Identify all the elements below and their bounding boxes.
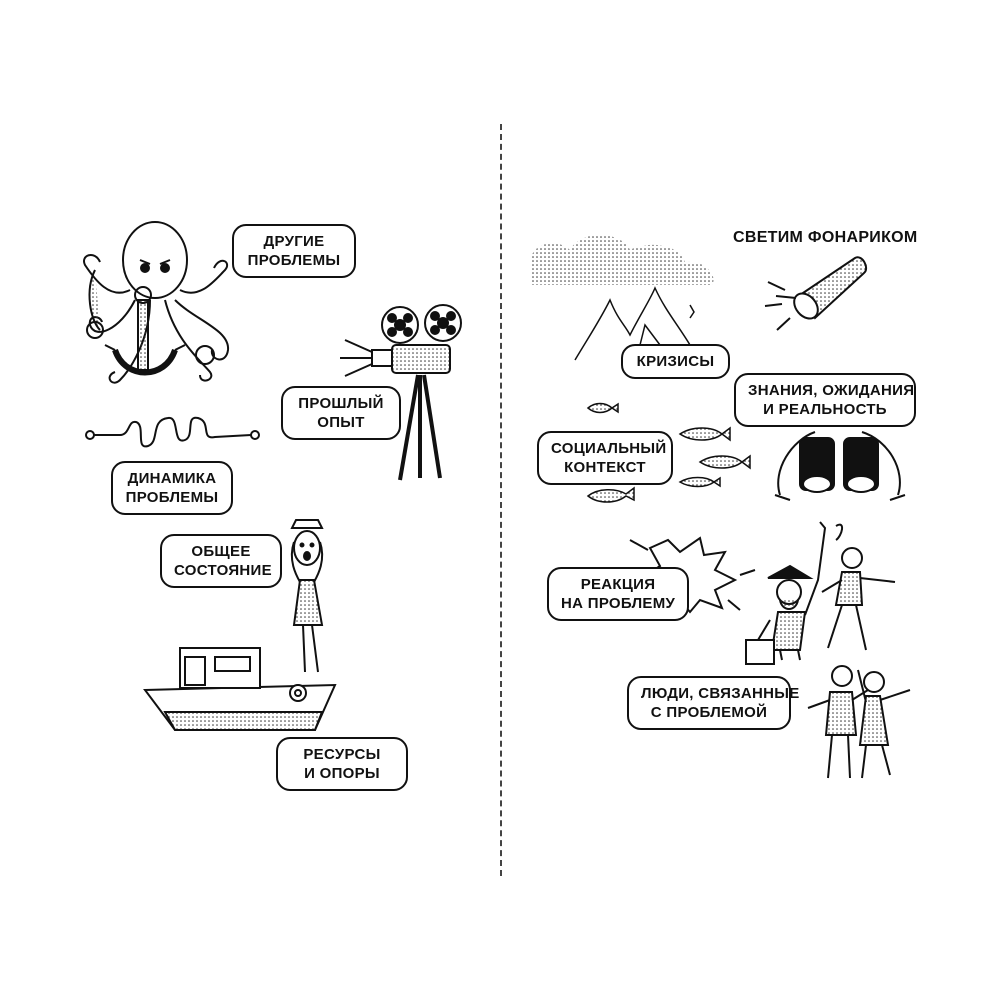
label-resources	[276, 737, 408, 791]
label-line: РЕСУРСЫ	[303, 746, 381, 763]
label-line: И РЕАЛЬНОСТЬ	[763, 401, 887, 418]
label-line: ЛЮДИ, СВЯЗАННЫЕ	[641, 685, 800, 702]
label-line: НА ПРОБЛЕМУ	[561, 595, 676, 612]
label-line: СОЦИАЛЬНЫЙ	[551, 440, 667, 457]
label-line: И ОПОРЫ	[304, 765, 380, 782]
label-line: ДРУГИЕ	[263, 233, 325, 250]
label-reaction	[547, 567, 689, 621]
label-line: ОБЩЕЕ	[191, 543, 251, 560]
label-past-experience	[281, 386, 401, 440]
label-line: КОНТЕКСТ	[564, 459, 646, 476]
label-line: ПРОБЛЕМЫ	[125, 489, 219, 506]
label-general-state	[160, 534, 282, 588]
label-line: ОПЫТ	[317, 414, 365, 431]
flashlight-icon	[765, 257, 866, 330]
label-line: ПРОШЛЫЙ	[298, 395, 384, 412]
boat-icon	[145, 648, 335, 730]
people-group-icon	[808, 548, 910, 778]
label-people	[627, 676, 800, 730]
flashlight-title: СВЕТИМ ФОНАРИКОМ	[733, 229, 918, 246]
label-line: ЗНАНИЯ, ОЖИДАНИЯ	[748, 382, 915, 399]
label-crises	[621, 344, 730, 379]
label-problem-dynamics	[111, 461, 233, 515]
label-line: ПРОБЛЕМЫ	[247, 252, 341, 269]
label-line: КРИЗИСЫ	[636, 353, 715, 370]
label-knowledge	[734, 373, 916, 427]
sailor-woman-icon	[292, 520, 322, 672]
storm-cloud-icon	[530, 235, 713, 360]
label-line: СОСТОЯНИЕ	[174, 562, 272, 579]
label-line: ДИНАМИКА	[127, 470, 217, 487]
binoculars-icon	[775, 432, 905, 500]
label-line: С ПРОБЛЕМОЙ	[650, 704, 768, 721]
octopus-anchor-icon	[84, 222, 228, 383]
label-other-problems	[232, 224, 356, 278]
label-social-context	[537, 431, 673, 485]
squiggle-line-icon	[86, 418, 259, 447]
label-line: РЕАКЦИЯ	[580, 576, 656, 593]
pirate-icon	[746, 522, 842, 664]
